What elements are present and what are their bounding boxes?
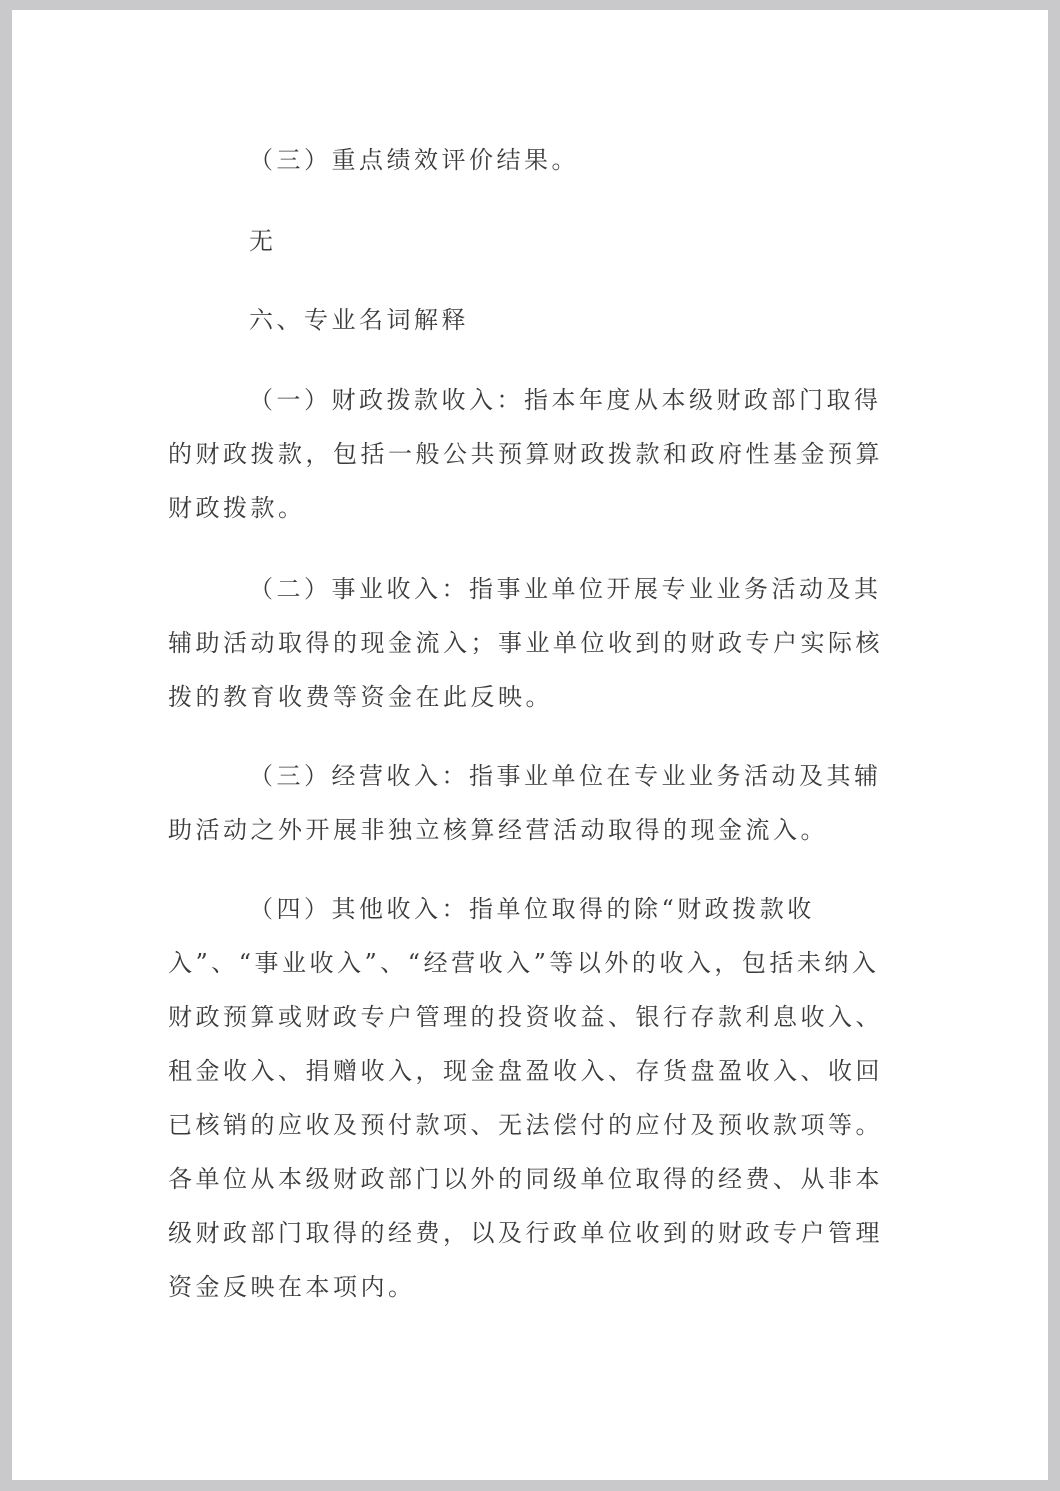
section-heading-performance-results: （三）重点绩效评价结果。 (249, 146, 579, 174)
document-page (12, 10, 1048, 1480)
paragraph-other-income: （四）其他收入：指单位取得的除“财政拨款收入”、“事业收入”、“经营收入”等以外的收入，包括未纳入财政预算或财政专户管理的投资收益、银行存款利息收入、租金收入、捐赠收入，现金盘盈收入、存货盘盈收入、收回已核销的应收及预付款项、无法偿付的应付及预收款项等。各单位从本级财政部门以外的同级单位取得的经费、从非本级财政部门取得的经费，以及行政单位收到的财政专户管理资金反映在本项内。 (168, 895, 883, 1301)
paragraph-fiscal-appropriation: （一）财政拨款收入：指本年度从本级财政部门取得的财政拨款，包括一般公共预算财政拨款和政府性基金预算财政拨款。 (168, 386, 883, 522)
paragraph-operating-income: （三）经营收入：指事业单位在专业业务活动及其辅助活动之外开展非独立核算经营活动取得的现金流入。 (168, 762, 882, 844)
paragraph-none: 无 (249, 227, 277, 255)
section-heading-terms: 六、专业名词解释 (249, 306, 469, 334)
paragraph-business-income: （二）事业收入：指事业单位开展专业业务活动及其辅助活动取得的现金流入；事业单位收到的财政专户实际核拨的教育收费等资金在此反映。 (168, 575, 883, 711)
